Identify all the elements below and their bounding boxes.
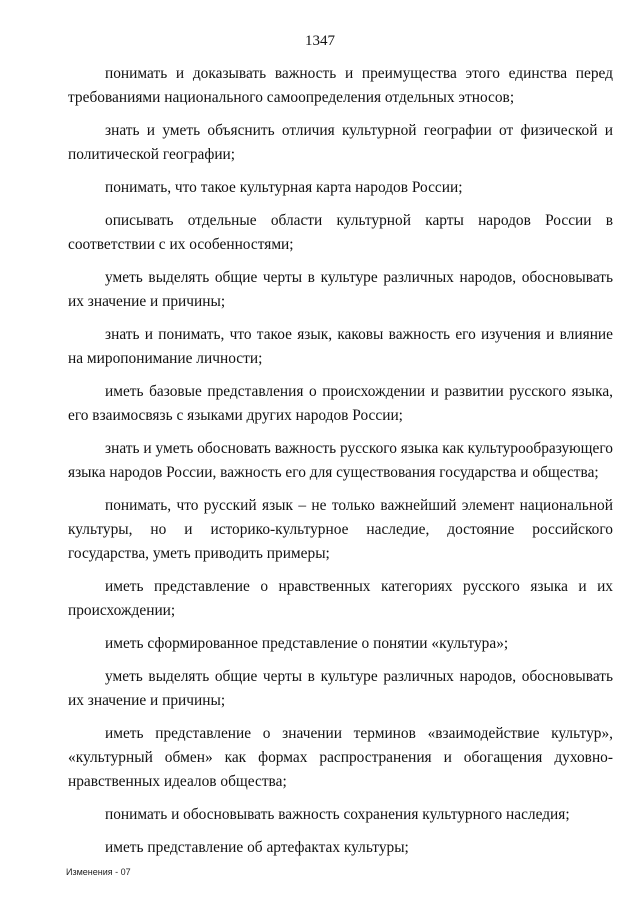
paragraph: иметь базовые представления о происхождении и развитии русского языка, его взаимосвязь с языками других народов России; [68, 383, 613, 424]
paragraph: понимать и доказывать важность и преимущества этого единства перед требованиями национального самоопределения отдельных этносов; [68, 65, 613, 106]
paragraph: знать и понимать, что такое язык, каковы важность его изучения и влияние на миропонимание личности; [68, 326, 613, 367]
paragraph: иметь представление об артефактах культуры; [105, 839, 409, 856]
paragraph: понимать, что такое культурная карта народов России; [105, 179, 463, 196]
paragraph: уметь выделять общие черты в культуре различных народов, обосновывать их значение и причины; [68, 269, 613, 310]
paragraph: уметь выделять общие черты в культуре различных народов, обосновывать их значение и причины; [68, 668, 613, 709]
paragraph: понимать, что русский язык – не только важнейший элемент национальной культуры, но и историко-культурное наследие, достояние российского государства, уметь приводить примеры; [68, 497, 613, 562]
paragraph: иметь представление о значении терминов «взаимодействие культур», «культурный обмен» как формах распространения и обогащения духовно-нравственных идеалов общества; [68, 725, 613, 790]
document-body [68, 62, 613, 869]
paragraph: описывать отдельные области культурной карты народов России в соответствии с их особенностями; [68, 212, 613, 253]
footer-revision-note: Изменения - 07 [66, 867, 131, 877]
paragraph: понимать и обосновывать важность сохранения культурного наследия; [105, 806, 570, 823]
page-number: 1347 [305, 33, 335, 49]
paragraph: иметь представление о нравственных категориях русского языка и их происхождении; [68, 578, 613, 619]
paragraph: знать и уметь объяснить отличия культурной географии от физической и политической географии; [68, 122, 613, 163]
paragraph: знать и уметь обосновать важность русского языка как культурообразующего языка народов России, важность его для существования государства и общества; [68, 440, 613, 481]
paragraph: иметь сформированное представление о понятии «культура»; [105, 635, 509, 652]
